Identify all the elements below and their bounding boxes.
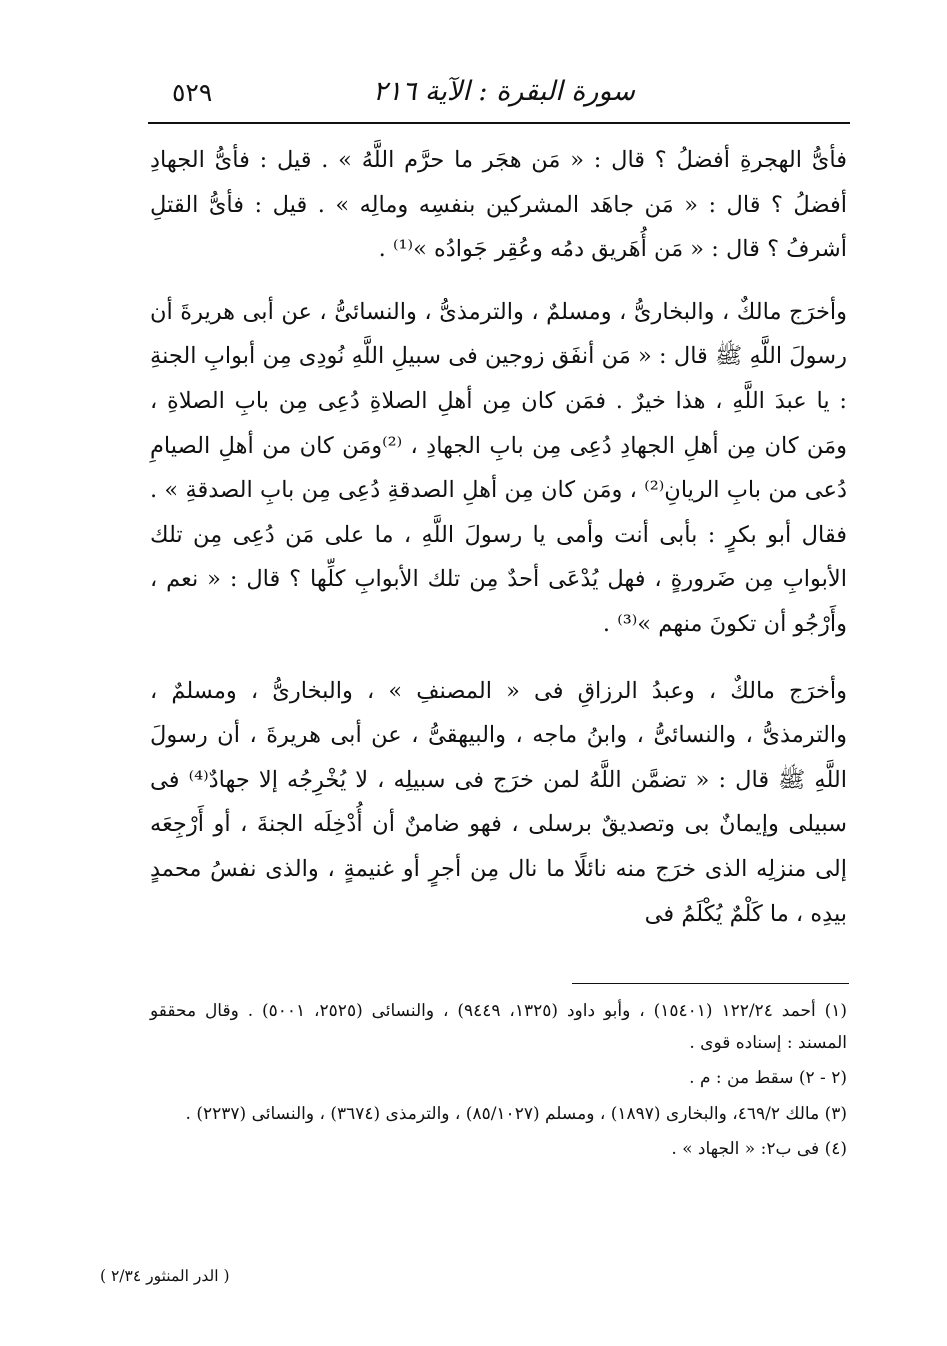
page-number: ٥٢٩: [172, 78, 213, 107]
footnotes: [150, 996, 847, 1170]
body-paragraph-1: فأىُّ الهجرةِ أفضلُ ؟ قال : « مَن هجَر ما حرَّم اللَّهُ » . قيل : فأىُّ الجهادِ أفضلُ ؟ قال : « مَن جاهَد المشركين بنفسِه ومالِه » . قيل : فأىُّ القتلِ أشرفُ ؟ قال : « مَن أُهَريق دمُه وعُقِر جَوادُه »⁽¹⁾ .: [150, 147, 847, 263]
footnote-4: (٤) فى ب٢: « الجهاد » .: [671, 1139, 847, 1159]
header-rule: [148, 122, 850, 124]
main-text: [150, 138, 847, 936]
footnote-2: (٢ - ٢) سقط من : م .: [689, 1068, 847, 1088]
footnote-1: (١) أحمد ١٢٢/٢٤ (١٥٤٠١) ، وأبو داود (١٣٢٥، ٩٤٤٩) ، والنسائى (٢٥٢٥، ٥٠٠١) . وقال محققو المسند : إسناده قوى .: [150, 1001, 847, 1053]
footnote-3: (٣) مالك ٤٦٩/٢، والبخارى (١٨٩٧) ، ومسلم (٨٥/١٠٢٧) ، والترمذى (٣٦٧٤) ، والنسائى (٢٢٣٧) .: [185, 1103, 847, 1124]
source-reference: ( الدر المنثور ٢/٣٤ ): [100, 1267, 230, 1285]
body-paragraph-3: وأخرَج مالكٌ ، وعبدُ الرزاقِ فى « المصنفِ » ، والبخارىُّ ، ومسلمٌ ، والترمذىُّ ، والنسائىُّ ، وابنُ ماجه ، والبيهقىُّ ، عن أبى هريرةَ ، أن رسولَ اللَّهِ ﷺ قال : « تضمَّن اللَّهُ لمن خرَج فى سبيلِه ، لا يُخْرِجُه إلا جهادٌ⁽⁴⁾ فى سبيلى وإيمانٌ بى وتصديقٌ برسلى ، فهو ضامنٌ أن أُدْخِلَه الجنةَ ، أو أَرْجِعَه إلى منزلِه الذى خرَج منه نائلًا ما نال مِن أجرٍ أو غنيمةٍ ، والذى نفسُ محمدٍ بيدِه ، ما كَلْمٌ يُكْلَمُ فى: [150, 677, 848, 927]
body-paragraph-2: وأخرَج مالكٌ ، والبخارىُّ ، ومسلمٌ ، والترمذىُّ ، والنسائىُّ ، عن أبى هريرةَ أن رسولَ اللَّهِ ﷺ قال : « مَن أنفَق زوجين فى سبيلِ اللَّهِ نُودِى مِن أبوابِ الجنةِ : يا عبدَ اللَّهِ ، هذا خيرٌ . فمَن كان مِن أهلِ الصلاةِ دُعِى مِن بابِ الصلاةِ ، ومَن كان مِن أهلِ الجهادِ دُعِى مِن بابِ الجهادِ ، ⁽²⁾ومَن كان من أهلِ الصيامِ دُعى من بابِ الريانِ⁽²⁾ ، ومَن كان مِن أهلِ الصدقةِ دُعِى مِن بابِ الصدقةِ » . فقال أبو بكرٍ : بأبى أنت وأمى يا رسولَ اللَّهِ ، ما على مَن دُعِى مِن تلك الأبوابِ مِن ضَرورةٍ ، فهل يُدْعَى أحدٌ مِن تلك الأبوابِ كلِّها ؟ قال : « نعم ، وأَرْجُو أن تكونَ منهم »⁽³⁾ .: [150, 298, 847, 637]
footnote-rule: [572, 983, 849, 984]
running-header: [150, 72, 850, 116]
surah-verse-title: سورة البقرة : الآية ٢١٦: [372, 76, 635, 107]
